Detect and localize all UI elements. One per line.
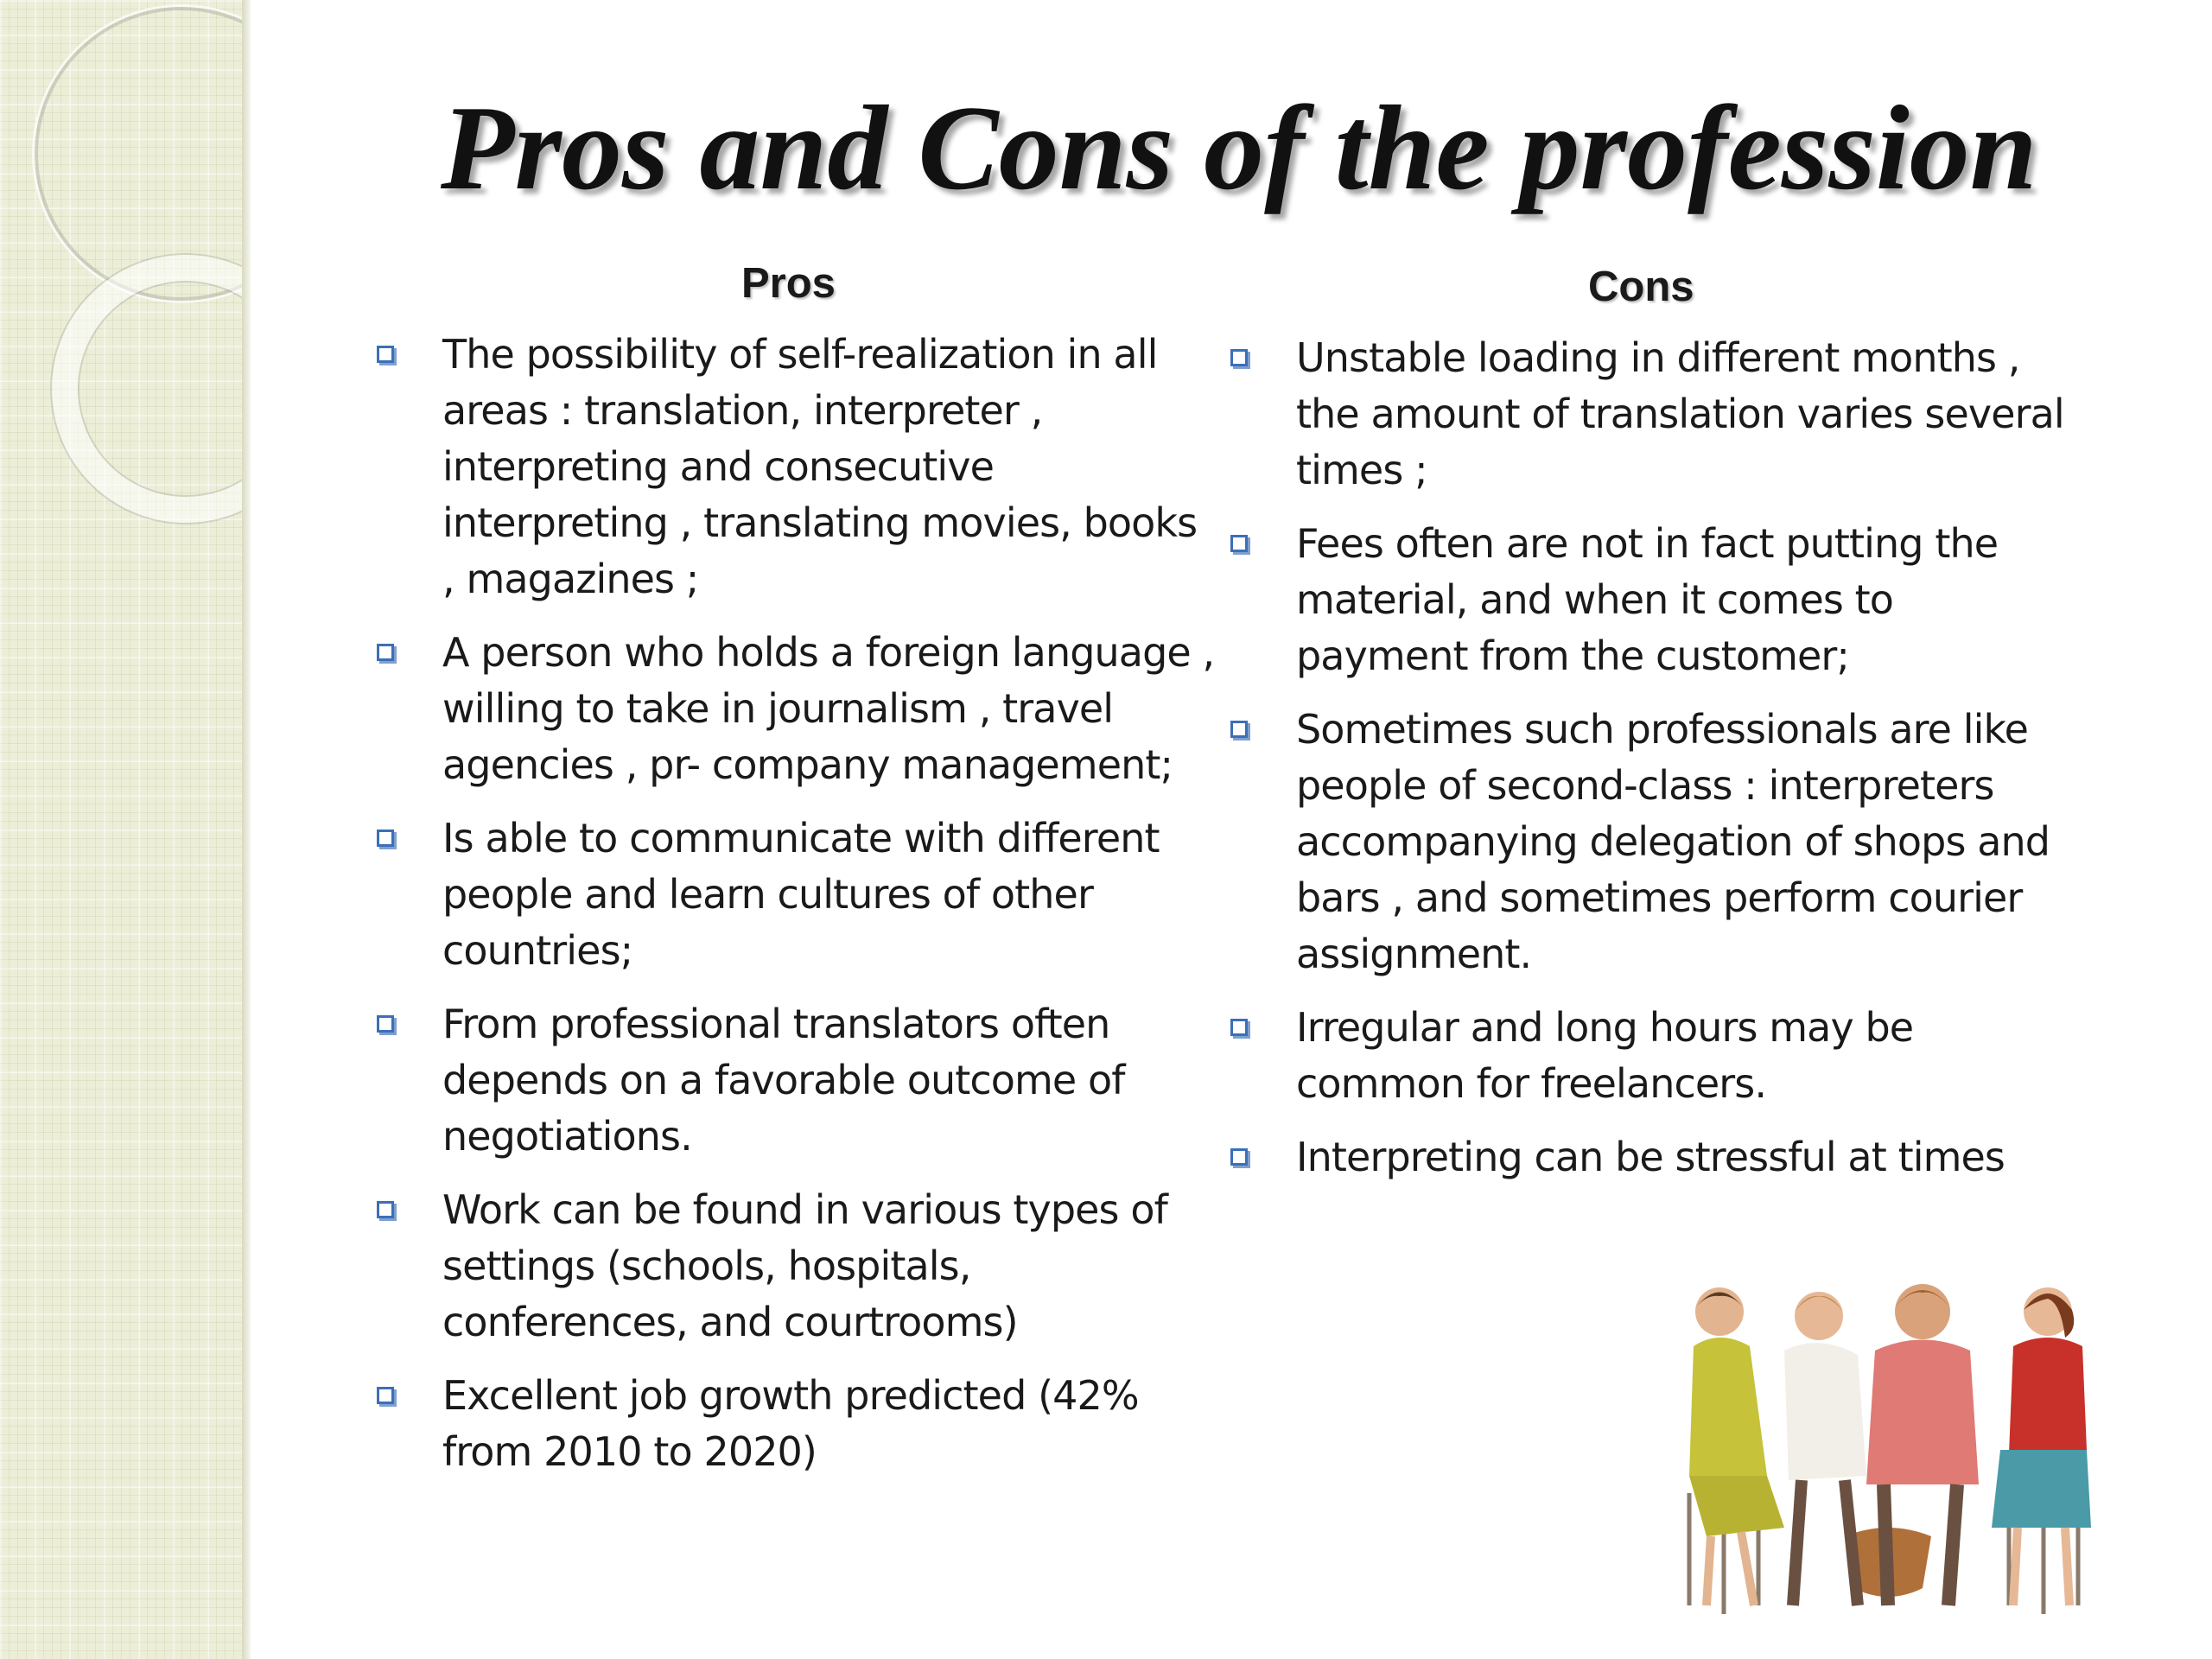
pros-heading: Pros <box>741 260 836 307</box>
pros-item <box>372 1368 1218 1480</box>
pros-item-text: Work can be found in various types of settings (schools, hospitals, conferences, and courtrooms) <box>442 1186 1167 1345</box>
square-bullet-icon <box>1230 349 1248 366</box>
pros-item <box>372 625 1218 793</box>
decorative-ring <box>52 255 248 523</box>
square-bullet-icon <box>377 1201 394 1218</box>
square-bullet-icon <box>1230 1019 1248 1036</box>
square-bullet-icon <box>377 1015 394 1033</box>
side-decoration <box>0 0 248 1659</box>
cons-item <box>1225 516 2072 684</box>
pros-item-text: A person who holds a foreign language , willing to take in journalism , travel agencies , pr- company management; <box>442 629 1215 788</box>
pros-item <box>372 810 1218 979</box>
cons-item-text: Fees often are not in fact putting the material, and when it comes to payment from the customer; <box>1296 520 1999 679</box>
pros-item <box>372 327 1218 607</box>
pros-item-text: Excellent job growth predicted (42% from 2010 to 2020) <box>442 1372 1139 1475</box>
person-2 <box>1784 1292 1866 1605</box>
pros-item-text: From professional translators often depends on a favorable outcome of negotiations. <box>442 1001 1125 1160</box>
pros-list <box>372 327 1218 1497</box>
four-people-conversation-illustration <box>1672 1277 2104 1623</box>
cons-item-text: Interpreting can be stressful at times <box>1296 1134 2005 1180</box>
square-bullet-icon <box>377 1387 394 1404</box>
pros-item-text: Is able to communicate with different people and learn cultures of other countries; <box>442 815 1160 974</box>
pros-item <box>372 996 1218 1165</box>
decorative-ring <box>35 7 248 301</box>
cons-item-text: Unstable loading in different months , the amount of translation varies several times ; <box>1296 334 2064 493</box>
square-bullet-icon <box>1230 535 1248 552</box>
cons-item <box>1225 330 2072 499</box>
cons-item <box>1225 1129 2072 1185</box>
person-1 <box>1689 1287 1784 1605</box>
pros-item <box>372 1182 1218 1351</box>
cons-heading: Cons <box>1588 264 1694 310</box>
square-bullet-icon <box>1230 1148 1248 1166</box>
pros-item-text: The possibility of self-realization in all areas : translation, interpreter , interpreting and consecutive interpreting , translating movies, books , magazines ; <box>442 331 1198 602</box>
cons-item <box>1225 1000 2072 1112</box>
side-strip-edge <box>242 0 251 1659</box>
cons-item-text: Sometimes such professionals are like people of second-class : interpreters accompanying delegation of shops and bars , and sometimes perform courier assignment. <box>1296 706 2050 977</box>
square-bullet-icon <box>377 346 394 363</box>
square-bullet-icon <box>377 830 394 847</box>
square-bullet-icon <box>1230 721 1248 738</box>
cons-item-text: Irregular and long hours may be common for freelancers. <box>1296 1004 1914 1107</box>
square-bullet-icon <box>377 644 394 661</box>
slide-title: Pros and Cons of the profession <box>441 81 2037 215</box>
cons-list <box>1225 330 2072 1203</box>
cons-item <box>1225 702 2072 982</box>
